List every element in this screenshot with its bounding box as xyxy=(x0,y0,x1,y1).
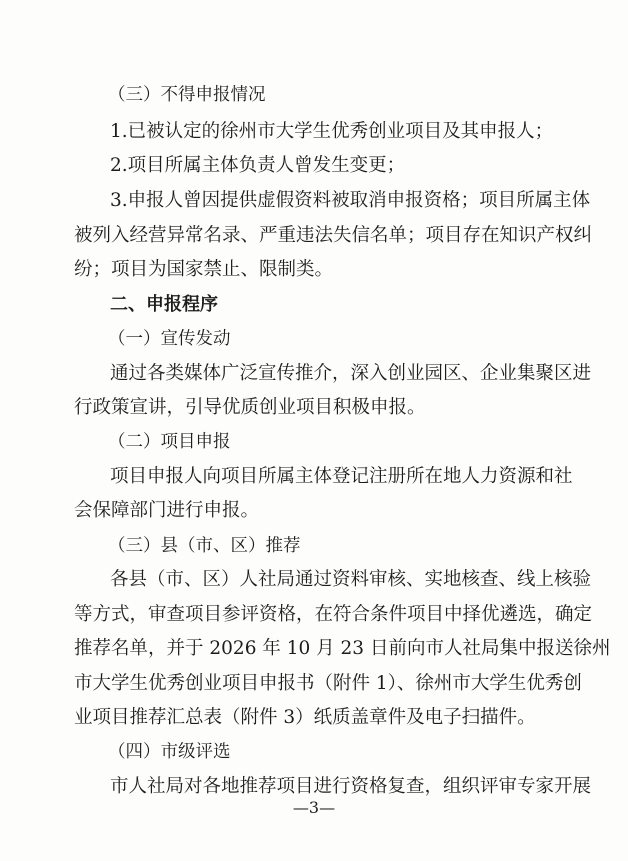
heading-text: （四）市级评选 xyxy=(108,742,231,762)
item-2-text: 2.项目所属主体负责人曾发生变更； xyxy=(110,155,406,176)
chapter-heading-procedure xyxy=(0,290,628,320)
paragraph-line xyxy=(0,255,628,285)
publicity-text-end: 行政策宣讲，引导优质创业项目积极申报。 xyxy=(74,397,426,418)
heading-text: （三）县（市、区）推荐 xyxy=(108,536,301,556)
item-3-end: 纷；项目为国家禁止、限制类。 xyxy=(74,259,334,280)
page-number: —3— xyxy=(292,798,336,817)
paragraph-line xyxy=(0,600,628,630)
paragraph-line xyxy=(0,221,628,251)
publicity-text: 通过各类媒体广泛宣传推介，深入创业园区、企业集聚区进 xyxy=(110,363,592,384)
heading-text: （一）宣传发动 xyxy=(108,329,231,349)
paragraph-line xyxy=(0,359,628,389)
item-3-continued: 被列入经营异常名录、严重违法失信名单；项目存在知识产权纠 xyxy=(74,225,593,246)
item-1-text: 1.已被认定的徐州市大学生优秀创业项目及其申报人； xyxy=(110,121,554,142)
heading-text: 二、申报程序 xyxy=(110,294,218,315)
heading-text: （二）项目申报 xyxy=(108,432,231,452)
recommend-text-end: 业项目推荐汇总表（附件 3）纸质盖章件及电子扫描件。 xyxy=(74,707,536,728)
paragraph-line xyxy=(0,393,628,423)
recommend-text-4: 市大学生优秀创业项目申报书（附件 1）、徐州市大学生优秀创 xyxy=(74,673,582,694)
paragraph-line xyxy=(0,117,628,147)
recommend-text: 各县（市、区）人社局通过资料审核、实地核查、线上核验 xyxy=(110,569,592,590)
application-text: 项目申报人向项目所属主体登记注册所在地人力资源和社 xyxy=(110,466,573,487)
paragraph-line xyxy=(0,669,628,699)
paragraph-line xyxy=(0,151,628,181)
recommend-text-2: 等方式，审查项目参评资格，在符合条件项目中择优遴选，确定 xyxy=(74,604,593,625)
paragraph-line xyxy=(0,634,628,664)
item-3-text: 3.申报人曾因提供虚假资料被取消申报资格；项目所属主体 xyxy=(110,190,591,211)
section-heading-city-selection xyxy=(0,737,628,767)
paragraph-line xyxy=(0,462,628,492)
paragraph-line xyxy=(0,565,628,595)
paragraph-line xyxy=(0,703,628,733)
recommend-text-3: 推荐名单，并于 2026 年 10 月 23 日前向市人社局集中报送徐州 xyxy=(74,638,611,659)
heading-text: （三）不得申报情况 xyxy=(108,85,266,105)
section-heading-county-recommend xyxy=(0,531,628,561)
application-text-end: 会保障部门进行申报。 xyxy=(74,500,260,521)
section-heading-application xyxy=(0,427,628,457)
section-heading-ineligible xyxy=(0,80,628,110)
selection-text: 市人社局对各地推荐项目进行资格复查，组织评审专家开展 xyxy=(110,776,592,797)
section-heading-publicity xyxy=(0,324,628,354)
paragraph-line xyxy=(0,186,628,216)
paragraph-line xyxy=(0,496,628,526)
